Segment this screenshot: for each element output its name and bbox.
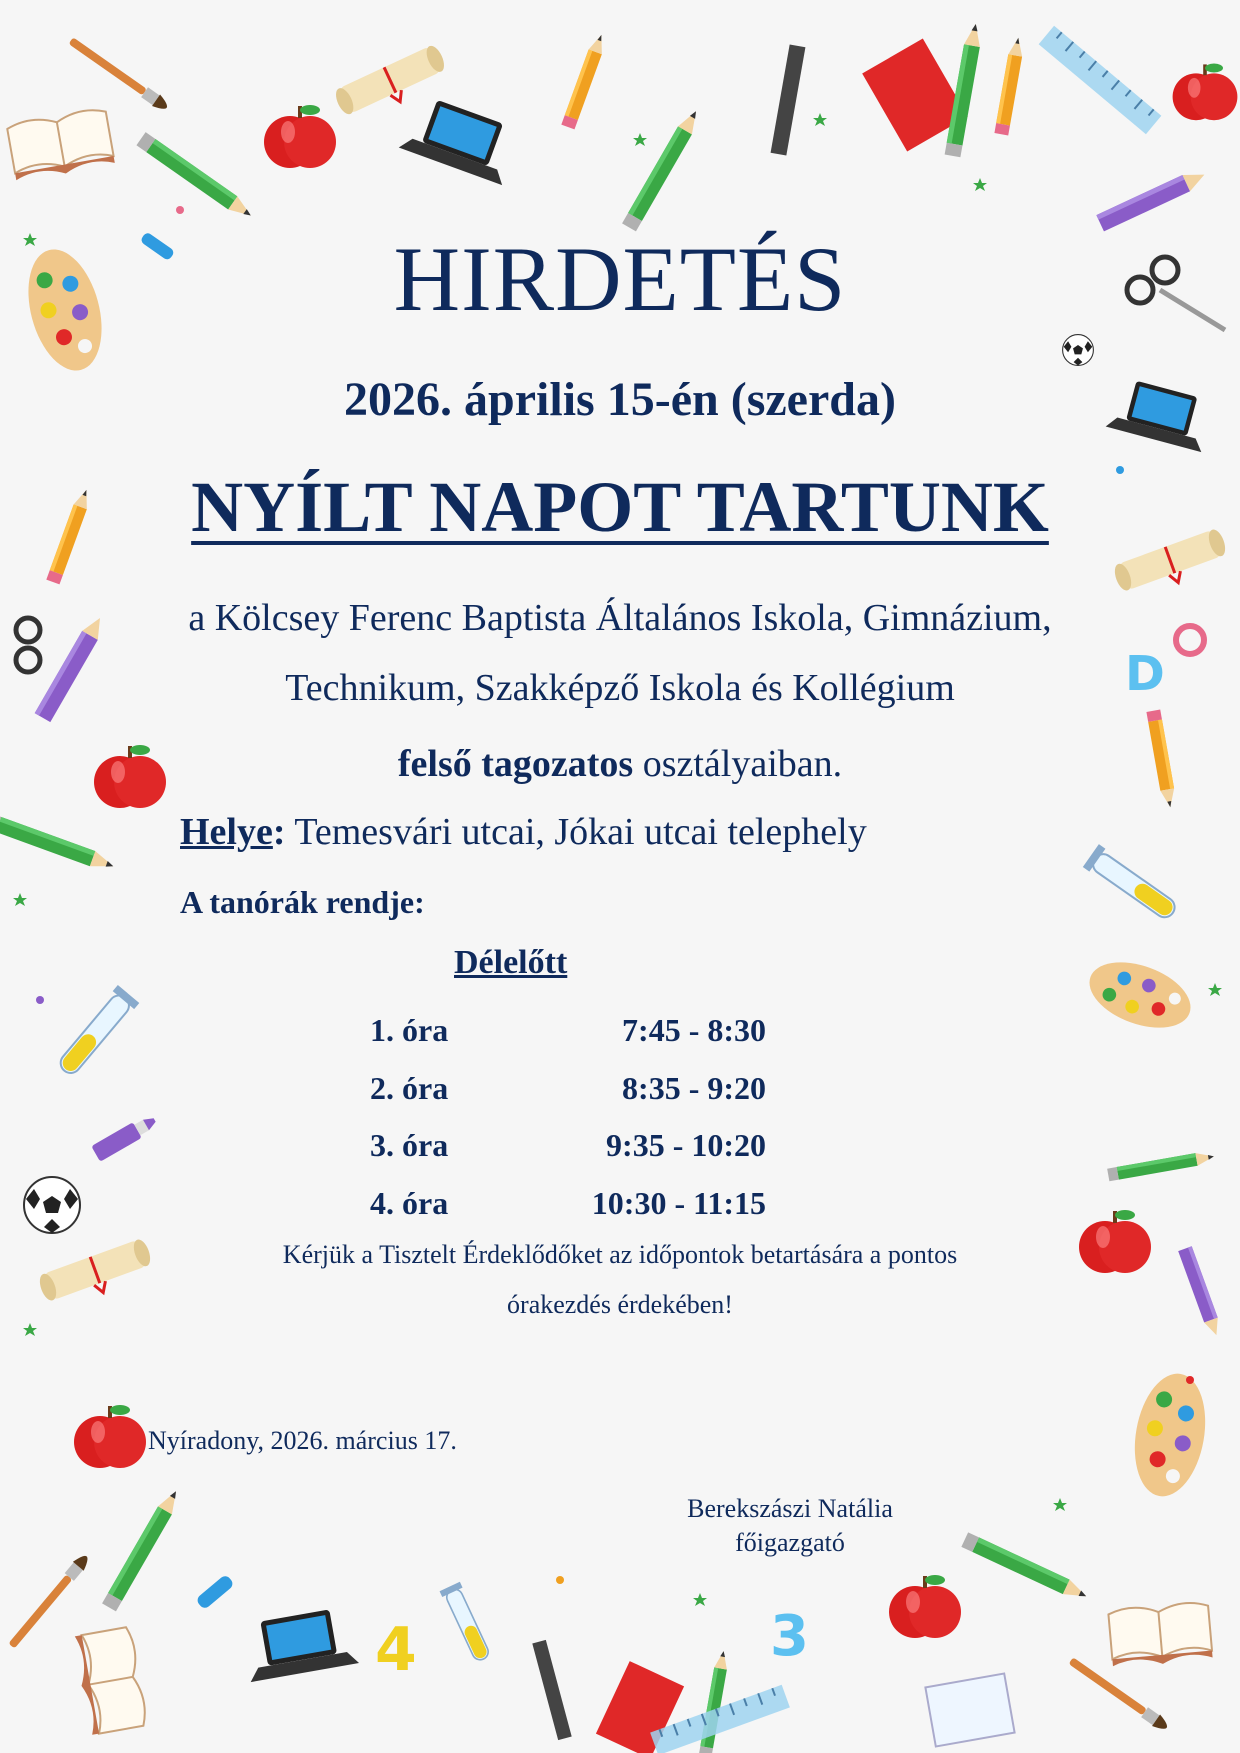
pencil-icon [622, 107, 703, 231]
lesson-number: 4. óra [370, 1185, 449, 1221]
location [180, 810, 867, 854]
apple-icon [889, 1575, 961, 1638]
number-icon [770, 1604, 809, 1669]
lesson-time: 7:45 - 8:30 [622, 1012, 766, 1048]
location-label: Helye [180, 811, 273, 853]
school-line-3-rest: osztályaiban. [633, 743, 843, 785]
pencil-icon [994, 37, 1025, 136]
soccer-ball-icon [1063, 335, 1094, 366]
schedule-section-title: Délelőtt [454, 944, 568, 981]
soccer-ball-icon [24, 1177, 80, 1233]
book-icon [1096, 166, 1208, 231]
pen-icon [771, 44, 806, 155]
lesson-number: 2. óra [370, 1070, 449, 1106]
location-colon: : [272, 811, 286, 853]
test-tube-icon [440, 1582, 494, 1664]
pencil-icon [961, 1532, 1089, 1603]
book-icon [1108, 1601, 1213, 1668]
schedule-heading: A tanórák rendje: [180, 884, 425, 920]
school-line-3 [0, 742, 1240, 786]
test-tube-icon [1083, 844, 1181, 924]
pen-icon [532, 1640, 571, 1740]
headline-text: NYÍLT NAPOT TARTUNK [191, 467, 1049, 547]
svg-text:3: 3 [770, 1604, 809, 1669]
apple-icon [1173, 64, 1238, 121]
paintbrush-icon [1067, 1655, 1171, 1734]
palette-icon [1126, 1368, 1214, 1502]
paint-tube-icon [195, 1574, 235, 1610]
pencil-icon [561, 33, 608, 130]
school-grade-level: felső tagozatos [397, 743, 634, 785]
page-title: HIRDETÉS [393, 228, 847, 330]
confetti-icon [13, 113, 1222, 1606]
svg-text:4: 4 [375, 1615, 417, 1685]
book-icon [73, 1626, 148, 1735]
marker-icon [91, 1112, 159, 1162]
paintbrush-icon [67, 35, 171, 114]
headline [0, 466, 1240, 549]
event-date: 2026. április 15-én (szerda) [344, 373, 896, 426]
lesson-time: 8:35 - 9:20 [622, 1070, 766, 1106]
school-line-2: Technikum, Szakképző Iskola és Kollégium [285, 667, 955, 709]
note-line-1: Kérjük a Tisztelt Érdeklődőket az időpontok betartására a pontos [282, 1240, 958, 1269]
lesson-time: 10:30 - 11:15 [591, 1185, 766, 1221]
apple-icon [264, 105, 336, 168]
test-tube-icon [54, 985, 140, 1080]
signatory-title: főigazgató [735, 1528, 845, 1557]
pencil-icon [0, 813, 116, 874]
pencil-icon [102, 1487, 183, 1611]
book-icon [6, 107, 115, 182]
note-line-2: órakezdés érdekében! [507, 1290, 733, 1319]
palette-icon [1081, 950, 1200, 1040]
svg-text:D: D [1125, 646, 1165, 702]
ruler-icon [1039, 26, 1162, 134]
lesson-time: 9:35 - 10:20 [606, 1127, 766, 1163]
place-and-date: Nyíradony, 2026. március 17. [148, 1426, 457, 1455]
laptop-icon [241, 1606, 359, 1682]
school-line-1: a Kölcsey Ferenc Baptista Általános Iskola, Gimnázium, [188, 597, 1052, 639]
apple-icon [74, 1405, 146, 1468]
lesson-number: 3. óra [370, 1127, 449, 1163]
lesson-number: 1. óra [370, 1012, 449, 1048]
pencil-icon [1107, 1150, 1215, 1181]
paper-icon [925, 1674, 1014, 1747]
signature-block [660, 1492, 920, 1560]
pencil-icon [136, 132, 255, 222]
laptop-icon [399, 93, 522, 185]
location-value: Temesvári utcai, Jókai utcai telephely [285, 811, 867, 853]
signatory-name: Berekszászi Natália [687, 1494, 893, 1523]
number-icon [375, 1615, 417, 1685]
